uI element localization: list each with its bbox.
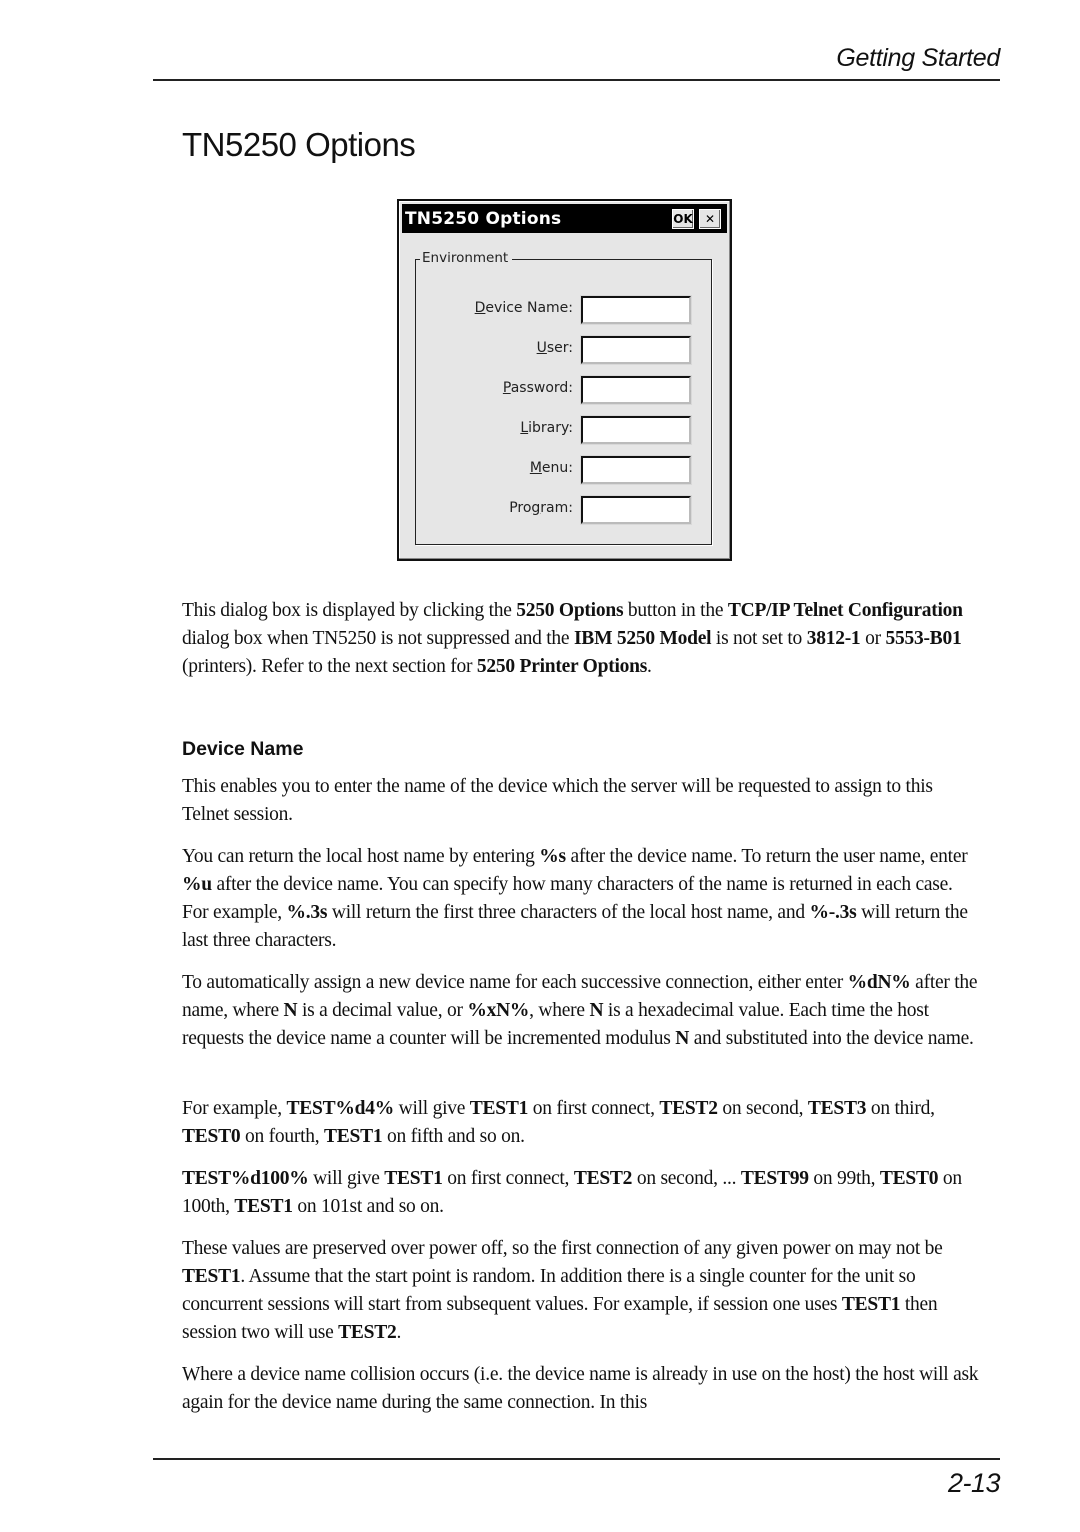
text-run: is a hexadecimal value. Each time the host requests the device name a counter will be incremented modulus — [182, 1000, 929, 1049]
device-name-paragraph-3 — [182, 969, 982, 1053]
user-label: User: — [536, 340, 573, 356]
text-run: on second, — [717, 1098, 808, 1119]
bold-term: %-.3s — [809, 902, 857, 923]
text-run: will give — [308, 1168, 385, 1189]
text-run: after the device name. You can specify how many characters of the name is returned in each case. For example, — [182, 874, 953, 923]
menu-input[interactable] — [581, 456, 691, 484]
text-run: will give — [393, 1098, 470, 1119]
paragraph-text — [182, 843, 982, 955]
page-number: 2-13 — [947, 1468, 1000, 1498]
bold-term: IBM 5250 Model — [573, 628, 712, 649]
paragraph-text — [182, 1235, 982, 1347]
text-run: after the device name. To return the user name, enter — [565, 846, 968, 867]
running-head: Getting Started — [836, 44, 1000, 72]
text-run: is not set to — [711, 628, 807, 649]
bold-term: %dN% — [847, 972, 911, 993]
page-title: TN5250 Options — [182, 126, 416, 163]
dialog-titlebar — [402, 204, 727, 233]
ok-button[interactable]: OK — [672, 209, 694, 229]
section-heading-device-name: Device Name — [182, 738, 304, 760]
device-name-paragraph-4 — [182, 1095, 982, 1151]
text-run: on fourth, — [240, 1126, 325, 1147]
intro-paragraph — [182, 597, 982, 681]
bold-term: TEST0 — [182, 1126, 241, 1147]
bold-term: TEST99 — [740, 1168, 809, 1189]
text-run: on third, — [866, 1098, 935, 1119]
bold-term: 3812-1 — [806, 628, 861, 649]
program-input[interactable] — [581, 496, 691, 524]
text-run: , where — [529, 1000, 590, 1021]
bold-term: TEST1 — [234, 1196, 293, 1217]
bold-term: N — [283, 1000, 298, 1021]
bold-term: TEST0 — [879, 1168, 939, 1189]
intro-text — [182, 597, 982, 681]
bold-term: N — [589, 1000, 604, 1021]
text-run: and substituted into the device name. — [689, 1028, 974, 1049]
close-icon: ✕ — [704, 211, 716, 226]
text-run: To automatically assign a new device name for each successive connection, either enter — [182, 972, 848, 993]
bold-term: %u — [182, 874, 212, 895]
device-name-paragraph-2 — [182, 843, 982, 955]
form-row-menu — [416, 456, 711, 484]
paragraph-text — [182, 773, 982, 829]
text-run: . — [396, 1322, 402, 1343]
bold-term: TEST1 — [384, 1168, 443, 1189]
bold-term: %s — [539, 846, 566, 867]
text-run: on 100th, — [182, 1168, 962, 1217]
text-run: (printers). Refer to the next section for — [182, 656, 477, 677]
environment-groupbox — [415, 250, 712, 545]
titlebar-buttons — [672, 209, 727, 229]
text-run: on fifth and so on. — [382, 1126, 525, 1147]
paragraph-text — [182, 1095, 982, 1151]
bold-term: TEST2 — [338, 1322, 397, 1343]
text-run: . — [647, 656, 652, 677]
environment-group-label: Environment — [420, 250, 512, 266]
bold-term: TEST%d4% — [286, 1098, 394, 1119]
text-run: on 99th, — [808, 1168, 880, 1189]
text-run: Where a device name collision occurs (i.e. the device name is already in use on the host) the host will ask again for the device name during the same connection. In this — [182, 1364, 979, 1413]
text-run: on first connect, — [442, 1168, 574, 1189]
bold-term: TEST2 — [659, 1098, 718, 1119]
text-run: This enables you to enter the name of the device which the server will be requested to assign to this Telnet session. — [182, 776, 933, 825]
bold-term: TEST1 — [182, 1266, 241, 1287]
form-row-password — [416, 376, 711, 404]
text-run: after the name, where — [182, 972, 978, 1021]
bold-term: TEST3 — [807, 1098, 867, 1119]
paragraph-text — [182, 1165, 982, 1221]
bold-term: TCP/IP Telnet Configuration — [727, 600, 963, 621]
device-name-paragraph-7 — [182, 1361, 982, 1417]
text-run: You can return the local host name by entering — [182, 846, 540, 867]
text-run: then session two will use — [182, 1294, 938, 1343]
text-run: dialog box when TN5250 is not suppressed and the — [182, 628, 574, 649]
text-run: is a decimal value, or — [297, 1000, 468, 1021]
bold-term: TEST1 — [324, 1126, 383, 1147]
close-button[interactable] — [699, 209, 721, 229]
tn5250-options-dialog — [397, 199, 732, 561]
dialog-title: TN5250 Options — [405, 208, 562, 229]
text-run: will return the first three characters of the local host name, and — [327, 902, 810, 923]
device-name-label: Device Name: — [474, 300, 573, 316]
device-name-input[interactable] — [581, 296, 691, 324]
text-run: on first connect, — [528, 1098, 660, 1119]
text-run: For example, — [182, 1098, 287, 1119]
library-label: Library: — [520, 420, 573, 436]
form-row-user — [416, 336, 711, 364]
device-name-paragraph-1 — [182, 773, 982, 829]
device-name-paragraph-5 — [182, 1165, 982, 1221]
paragraph-text — [182, 969, 982, 1053]
text-run: . Assume that the start point is random. In addition there is a single counter for the unit so concurrent sessions will start from subsequent values. For example, if session one uses — [182, 1266, 916, 1315]
text-run: or — [860, 628, 886, 649]
form-row-program — [416, 496, 711, 524]
footer-rule — [153, 1458, 1000, 1460]
bold-term: 5250 Printer Options — [476, 656, 648, 677]
menu-label: Menu: — [529, 460, 573, 476]
bold-term: TEST1 — [841, 1294, 901, 1315]
device-name-paragraph-6 — [182, 1235, 982, 1347]
form-row-device-name — [416, 296, 711, 324]
text-run: These values are preserved over power off, so the first connection of any given power on may not be — [182, 1238, 943, 1259]
text-run: will return the last three characters. — [182, 902, 968, 951]
bold-term: 5250 Options — [516, 600, 624, 621]
bold-term: 5553-B01 — [885, 628, 962, 649]
user-input[interactable] — [581, 336, 691, 364]
paragraph-text — [182, 1361, 982, 1417]
password-input[interactable] — [581, 376, 691, 404]
text-run: This dialog box is displayed by clicking the — [182, 600, 517, 621]
bold-term: TEST%d100% — [182, 1168, 309, 1189]
bold-term: N — [675, 1028, 690, 1049]
header-rule — [153, 79, 1000, 81]
bold-term: %xN% — [467, 1000, 530, 1021]
form-row-library — [416, 416, 711, 444]
text-run: button in the — [623, 600, 728, 621]
bold-term: %.3s — [286, 902, 328, 923]
library-input[interactable] — [581, 416, 691, 444]
bold-term: TEST1 — [469, 1098, 529, 1119]
text-run: on second, ... — [632, 1168, 741, 1189]
text-run: on 101st and so on. — [292, 1196, 444, 1217]
bold-term: TEST2 — [573, 1168, 633, 1189]
program-label: Program: — [509, 500, 573, 516]
password-label: Password: — [502, 380, 573, 396]
